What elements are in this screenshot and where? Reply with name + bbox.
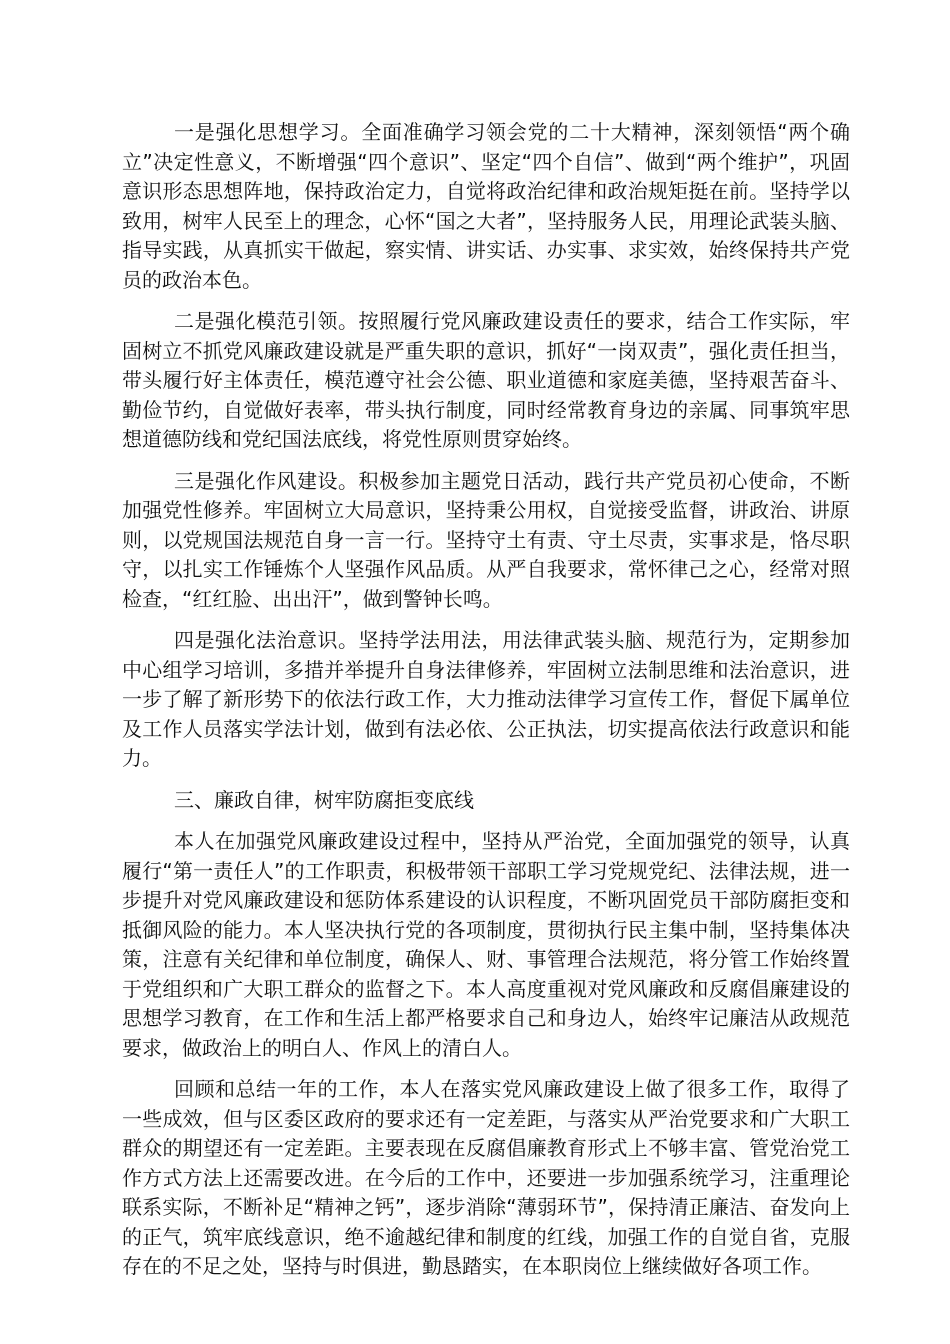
paragraph-review-summary: 回顾和总结一年的工作，本人在落实党风廉政建设上做了很多工作，取得了一些成效，但与区委区政府的要求还有一定差距，与落实从严治党要求和广大职工群众的期望还有一定差距。主要表现在反腐倡廉教育形式上不够丰富、管党治党工作方式方法上还需要改进。在今后的工作中，还要进一步加强系统学习，注重理论联系实际，不断补足“精神之钙”，逐步消除“薄弱环节”，保持清正廉洁、奋发向上的正气，筑牢底线意识，绝不逾越纪律和制度的红线，加强工作的自觉自省，克服存在的不足之处，坚持与时俱进，勤恳踏实，在本职岗位上继续做好各项工作。 <box>122 1077 850 1278</box>
paragraph-model-leading: 二是强化模范引领。按照履行党风廉政建设责任的要求，结合工作实际，牢固树立不抓党风廉政建设就是严重失职的意识，抓好“一岗双责”，强化责任担当，带头履行好主体责任，模范遵守社会公德、职业道德和家庭美德，坚持艰苦奋斗、勤俭节约，自觉做好表率，带头执行制度，同时经常教育身边的亲属、同事筑牢思想道德防线和党纪国法底线，将党性原则贯穿始终。 <box>122 309 850 451</box>
paragraph-rule-of-law: 四是强化法治意识。坚持学法用法，用法律武装头脑、规范行为，定期参加中心组学习培训，多措并举提升自身法律修养，牢固树立法制思维和法治意识，进一步了解了新形势下的依法行政工作，大力推动法律学习宣传工作，督促下属单位及工作人员落实学法计划，做到有法必依、公正执法，切实提高依法行政意识和能力。 <box>122 628 850 770</box>
document-body <box>122 118 850 1294</box>
paragraph-integrity-discipline: 本人在加强党风廉政建设过程中，坚持从严治党，全面加强党的领导，认真履行“第一责任人”的工作职责，积极带领干部职工学习党规党纪、法律法规，进一步提升对党风廉政建设和惩防体系建设的认识程度，不断巩固党员干部防腐拒变和抵御风险的能力。本人坚决执行党的各项制度，贯彻执行民主集中制，坚持集体决策，注意有关纪律和单位制度，确保人、财、事管理合法规范，将分管工作始终置于党组织和广大职工群众的监督之下。本人高度重视对党风廉政和反腐倡廉建设的思想学习教育，在工作和生活上都严格要求自己和身边人，始终牢记廉洁从政规范要求，做政治上的明白人、作风上的清白人。 <box>122 829 850 1060</box>
paragraph-thought-study: 一是强化思想学习。全面准确学习领会党的二十大精神，深刻领悟“两个确立”决定性意义，不断增强“四个意识”、坚定“四个自信”、做到“两个维护”，巩固意识形态思想阵地，保持政治定力，自觉将政治纪律和政治规矩挺在前。坚持学以致用，树牢人民至上的理念，心怀“国之大者”，坚持服务人民，用理论武装头脑、指导实践，从真抓实干做起，察实情、讲实话、办实事、求实效，始终保持共产党员的政治本色。 <box>122 120 850 292</box>
section-heading-integrity: 三、廉政自律，树牢防腐拒变底线 <box>174 787 474 812</box>
paragraph-work-style: 三是强化作风建设。积极参加主题党日活动，践行共产党员初心使命，不断加强党性修养。牢固树立大局意识，坚持秉公用权，自觉接受监督，讲政治、讲原则，以党规国法规范自身一言一行。坚持守土有责、守土尽责，实事求是，恪尽职守，以扎实工作锤炼个人坚强作风品质。从严自我要求，常怀律己之心，经常对照检查，“红红脸、出出汗”，做到警钟长鸣。 <box>122 468 850 611</box>
